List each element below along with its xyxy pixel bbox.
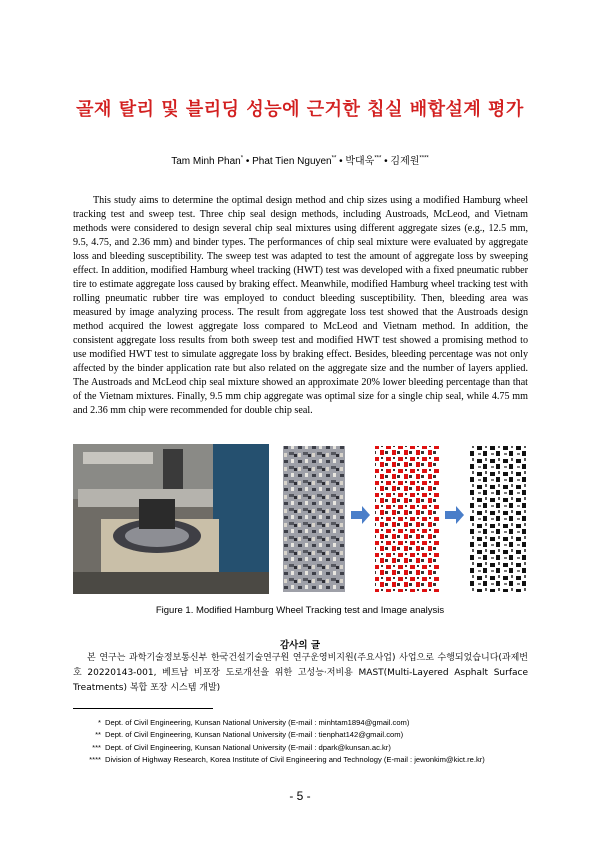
binary-analysis-image [469,446,528,592]
footnote [73,729,528,741]
author-name: 박대욱 [345,156,375,167]
footnote-divider [73,708,213,709]
footnote-mark: * [98,718,101,727]
footnote-mark: ** [95,730,101,740]
author-mark: ** [331,155,337,162]
acknowledgement-title: 감사의 글 [279,640,320,651]
footnotes [73,717,528,766]
author-mark: * [240,155,244,162]
footnote [73,754,528,766]
hwt-machine-photo [73,444,269,594]
paper-title: 골재 탈리 및 블리딩 성능에 근거한 칩실 배합설계 평가 [76,99,524,120]
author-mark: *** [374,155,382,162]
abstract: This study aims to determine the optimal design method and chip sizes using a modified Hamburg wheel tracking test and sweep test. Three chip seal design methods, including Austroads, McLeod, and Vietnam methods were considered to design several chip seal mixtures using different aggregate sizes (e.g., 12.5 mm, 9.5, 4.75, and 2.36 mm) and binder types. The performances of chip seal mixture were evaluated by aggregate loss and bleeding susceptibility. The sweep test was adapted to test the amount of aggregate loss by sweeping effect. In addition, modified Hamburg wheel tracking (HWT) test was developed with a fixed pneumatic rubber tire to estimate aggregate loss caused by braking effect. Meanwhile, modified Hamburg wheel tracking test with rolling pneumatic rubber tire was employed to conduct bleeding susceptibility. Then, bleeding area was measured by image analyzing process. The result from aggregate loss test showed that the Austroads design method acquired the lowest aggregate loss compared to McLeod and Vietnam method. In addition, the consistent aggregate loss results from both sweep test and modified HWT test showed a promising method to use modified HWT test to simulate aggregate loss by braking effect. Besides, bleeding percentage was not only affected by the binder application rate but also related on the aggregate size and the number of layers applied. The Austroads and McLeod chip seal mixture showed an approximate 20% lower bleeding percentage than that of the Vietnam mixtures. Finally, 9.5 mm chip aggregate was optimal size for a single chip seal, while 4.75 mm and 2.36 mm chip were recommended for double chip seal. [73,195,528,416]
author-name: Phat Tien Nguyen [252,156,332,167]
author-name: 김제원 [390,156,420,167]
author-separator: • [381,156,391,167]
footnote-text: Dept. of Civil Engineering, Kunsan National University (E-mail : minhtam1894@gmail.com) [105,718,410,727]
arrow-right-icon [445,506,464,524]
specimen-photo [283,446,345,592]
page-number: - 5 - [289,789,311,803]
footnote [73,717,528,729]
footnote-text: Dept. of Civil Engineering, Kunsan National University (E-mail : tienphat142@gmail.com) [105,730,404,740]
figure-caption: Figure 1. Modified Hamburg Wheel Tracking test and Image analysis [155,605,445,616]
author-separator: • [336,156,346,167]
author-mark: **** [419,155,429,162]
author-separator: • [243,156,253,167]
arrow-right-icon [351,506,370,524]
acknowledgement-body: 본 연구는 과학기술정보통신부 한국건설기술연구원 연구운영비지원(주요사업) 사업으로 수행되었습니다(과제번호 20220143-001, 베트남 비포장 도로개선을 위한 고성능·저비용 MAST(Multi-Layered Asphalt Surface Treatments) 복합 포장 시스템 개발) [73,653,528,693]
footnote-mark: **** [89,754,101,764]
footnote-mark: *** [92,742,101,752]
figure-image [73,444,528,594]
bleeding-detection-image [375,446,439,592]
footnote-text: Dept. of Civil Engineering, Kunsan National University (E-mail : dpark@kunsan.ac.kr) [105,742,391,752]
footnote [73,742,528,754]
author-line [0,152,600,167]
author-name: Tam Minh Phan [171,156,241,167]
figure-1 [73,444,528,594]
footnote-text: Division of Highway Research, Korea Institute of Civil Engineering and Technology (E-mail : jewonkim@kict.re.kr) [105,754,485,764]
